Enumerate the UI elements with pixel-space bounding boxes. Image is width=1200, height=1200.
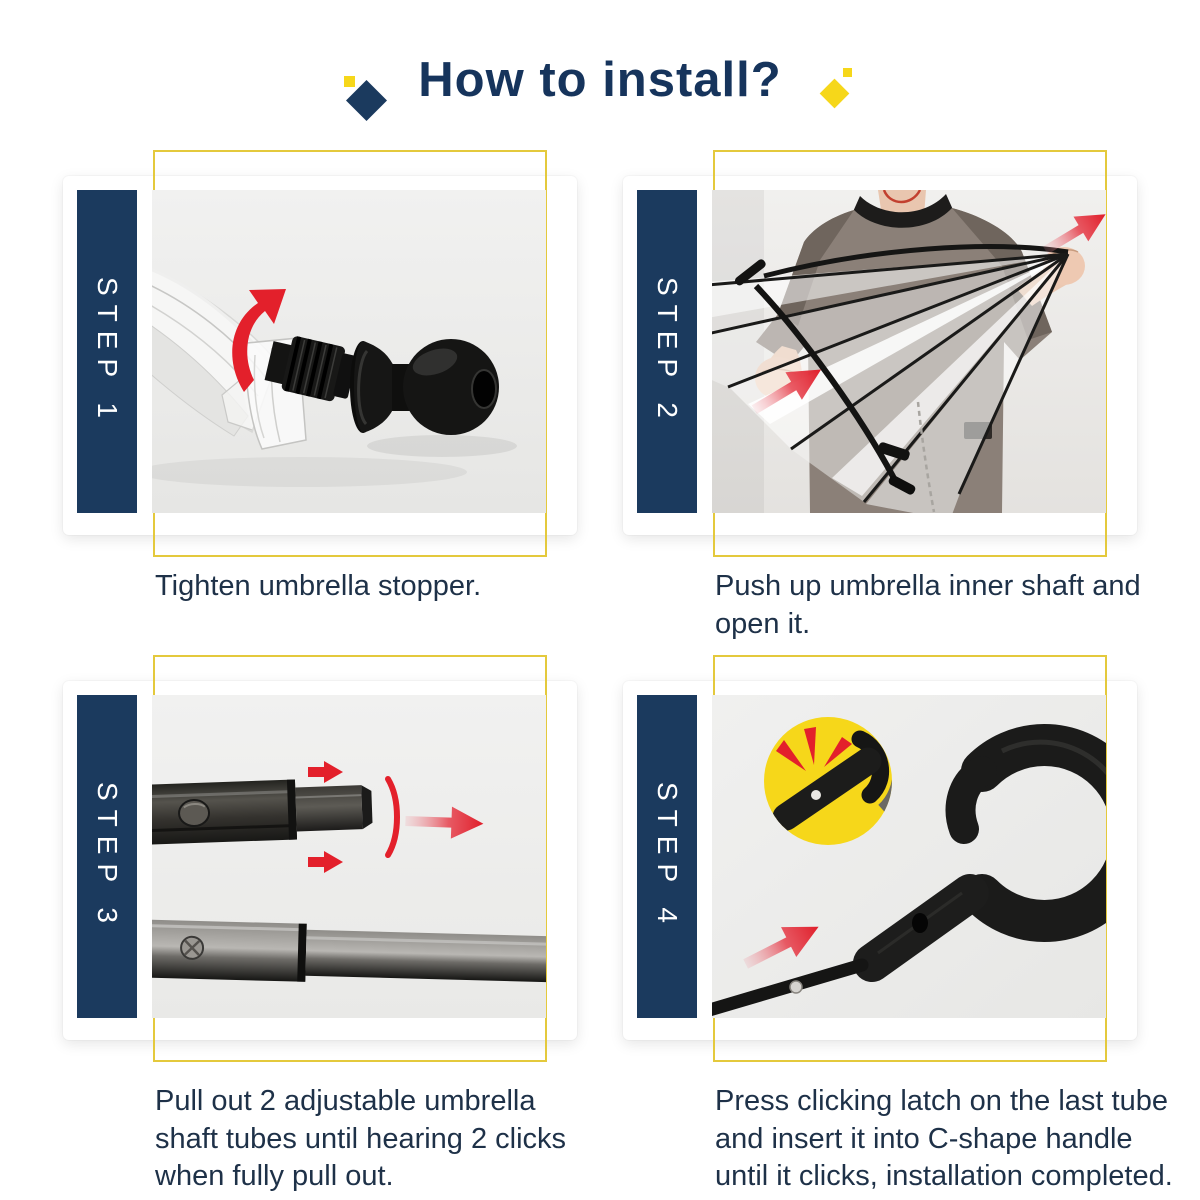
yellow-square-icon: [843, 68, 852, 77]
step-banner: [77, 695, 137, 1018]
step-banner: [637, 190, 697, 513]
page-title: How to install?: [418, 53, 782, 107]
step-4-section: [623, 655, 1173, 1200]
step-3-section: [63, 655, 583, 1200]
step-label: STEP 2: [652, 276, 683, 427]
step-caption: Push up umbrella inner shaft and open it.: [715, 570, 1141, 640]
step-1-section: [63, 150, 583, 695]
step-photo: [712, 190, 1106, 513]
step-label: STEP 3: [92, 781, 123, 932]
step-label: STEP 4: [652, 781, 683, 932]
step-label: STEP 1: [92, 276, 123, 427]
umbrella-stopper: [350, 339, 499, 435]
step-photo: [152, 695, 546, 1018]
handle-insert-photo: [712, 695, 1106, 1018]
step-caption: Tighten umbrella stopper.: [155, 570, 482, 602]
step-caption: Pull out 2 adjustable umbrella shaft tubes until hearing 2 clicks when fully pull out.: [155, 1085, 567, 1193]
step-caption: Press clicking latch on the last tube and insert it into C-shape handle until it clicks, installation completed.: [715, 1085, 1173, 1193]
step-2-section: [623, 150, 1143, 695]
step-banner: [77, 190, 137, 513]
step-banner: [637, 695, 697, 1018]
shaft-tubes-photo: [152, 695, 546, 1018]
step-photo: [712, 695, 1106, 1018]
open-umbrella-photo: [712, 190, 1106, 513]
umbrella-stopper-photo: [152, 190, 546, 513]
step-photo: [152, 190, 546, 513]
